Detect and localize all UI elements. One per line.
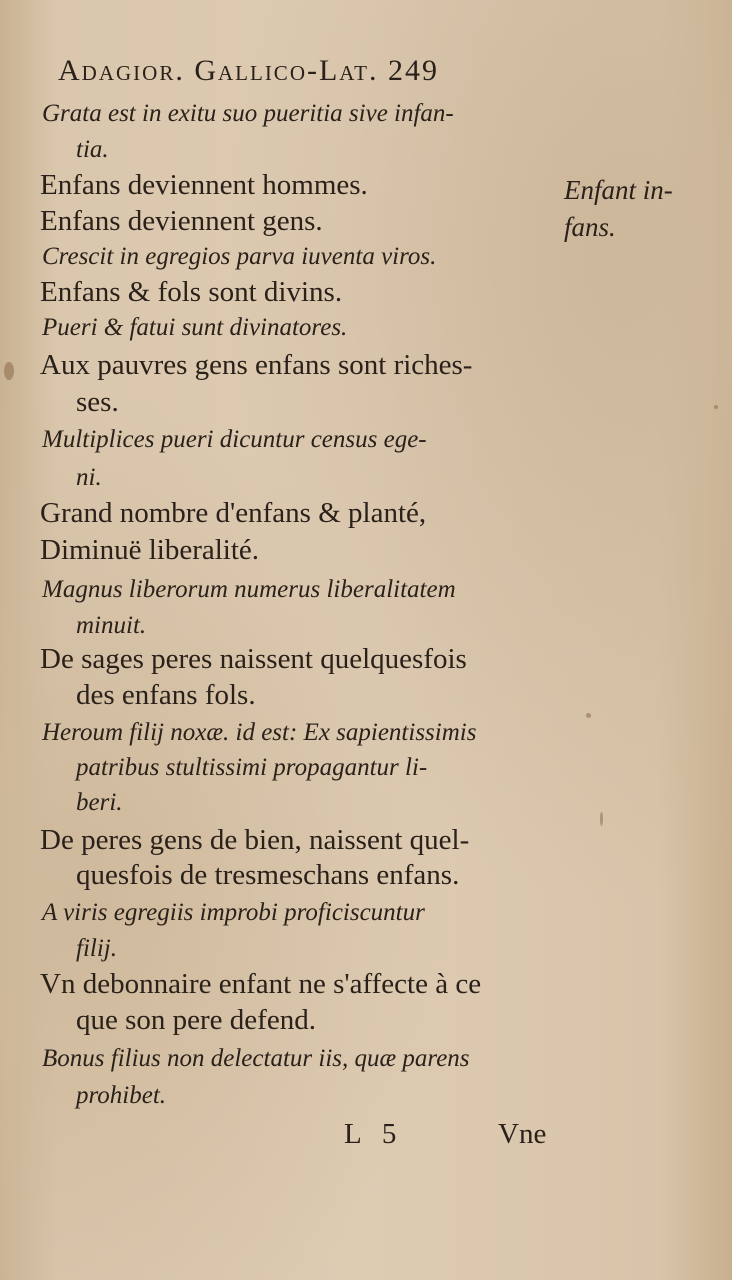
french-line: quesfois de tresmeschans enfans.	[76, 859, 460, 891]
french-line: De peres gens de bien, naissent quel-	[40, 824, 470, 856]
ink-spot	[600, 812, 603, 826]
french-line: Aux pauvres gens enfans sont riches-	[40, 349, 473, 381]
latin-line: tia.	[76, 136, 109, 163]
latin-line: prohibet.	[76, 1082, 167, 1109]
ink-spot	[714, 405, 718, 409]
french-line: De sages peres naissent quelquesfois	[40, 643, 467, 675]
margin-note-line-1: Enfant in-	[564, 175, 673, 205]
french-line: Enfans & fols sont divins.	[40, 276, 343, 308]
latin-line: minuit.	[76, 612, 147, 639]
french-line: ses.	[76, 386, 119, 418]
latin-line: ni.	[76, 464, 102, 491]
latin-line: beri.	[76, 789, 123, 816]
latin-line: patribus stultissimi propagantur li-	[76, 754, 428, 781]
latin-line: Pueri & fatui sunt divinatores.	[42, 314, 348, 341]
latin-line: Bonus filius non delectatur iis, quæ parens	[42, 1045, 470, 1072]
ink-spot	[4, 362, 14, 380]
latin-line: Grata est in exitu suo pueritia sive infan-	[42, 100, 454, 127]
latin-line: Heroum filij noxæ. id est: Ex sapientissimis	[42, 719, 477, 746]
margin-note-line-2: fans.	[564, 212, 616, 242]
french-line: Grand nombre d'enfans & planté,	[40, 497, 427, 529]
latin-line: Multiplices pueri dicuntur census ege-	[42, 426, 427, 453]
french-line: Enfans deviennent hommes.	[40, 169, 368, 201]
latin-line: Magnus liberorum numerus liberalitatem	[42, 576, 456, 603]
french-line: Diminuë liberalité.	[40, 534, 260, 566]
latin-line: filij.	[76, 935, 117, 962]
ink-spot	[586, 713, 591, 718]
french-line: Enfans deviennent gens.	[40, 205, 323, 237]
latin-line: A viris egregiis improbi proficiscuntur	[42, 899, 425, 926]
french-line: Vn debonnaire enfant ne s'affecte à ce	[40, 968, 482, 1000]
french-line: que son pere defend.	[76, 1004, 316, 1036]
catchword: Vne	[498, 1118, 547, 1150]
signature-mark: L 5	[344, 1118, 397, 1150]
french-line: des enfans fols.	[76, 679, 256, 711]
latin-line: Crescit in egregios parva iuventa viros.	[42, 243, 437, 270]
running-header: Adagior. Gallico-Lat. 249	[58, 54, 439, 87]
